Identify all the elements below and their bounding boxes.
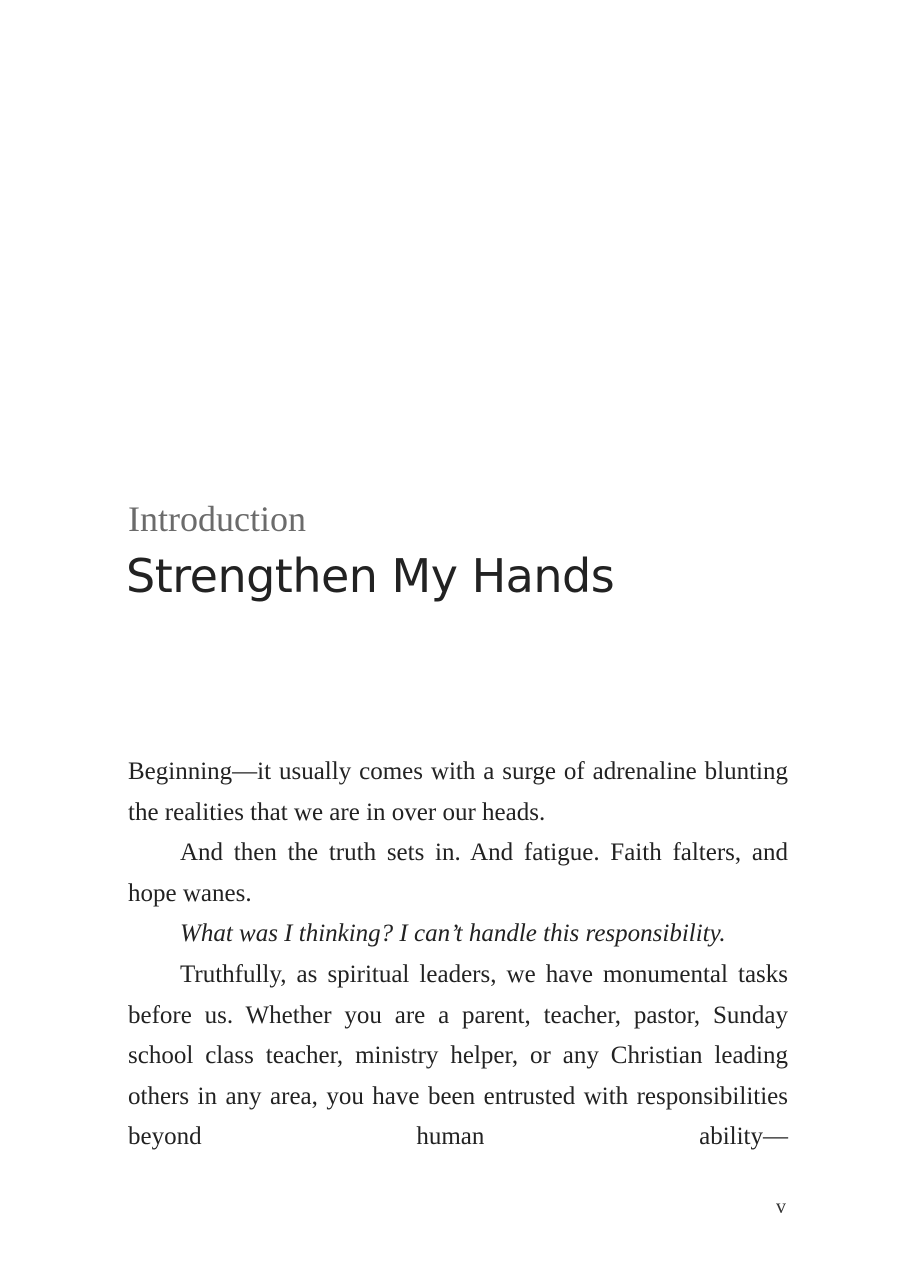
page-number: v <box>776 1196 786 1218</box>
paragraph: Beginning—it usually comes with a surge of adrenaline blunting the realities that we are in over our heads. <box>128 758 788 826</box>
chapter-title: Strengthen My Hands <box>126 549 615 603</box>
paragraph: And then the truth sets in. And fatigue. Faith falters, and hope wanes. <box>128 839 788 907</box>
italic-paragraph: What was I thinking? I can’t handle this responsibility. <box>180 920 726 948</box>
paragraph: Truthfully, as spiritual leaders, we have monumental tasks before us. Whether you are a parent, teacher, pastor, Sunday school class teacher, ministry helper, or any Christian leading others in any area, you have been entrusted with responsibilities beyond human ability— <box>128 960 788 1151</box>
chapter-label: Introduction <box>128 499 306 539</box>
body-text <box>128 752 788 1158</box>
